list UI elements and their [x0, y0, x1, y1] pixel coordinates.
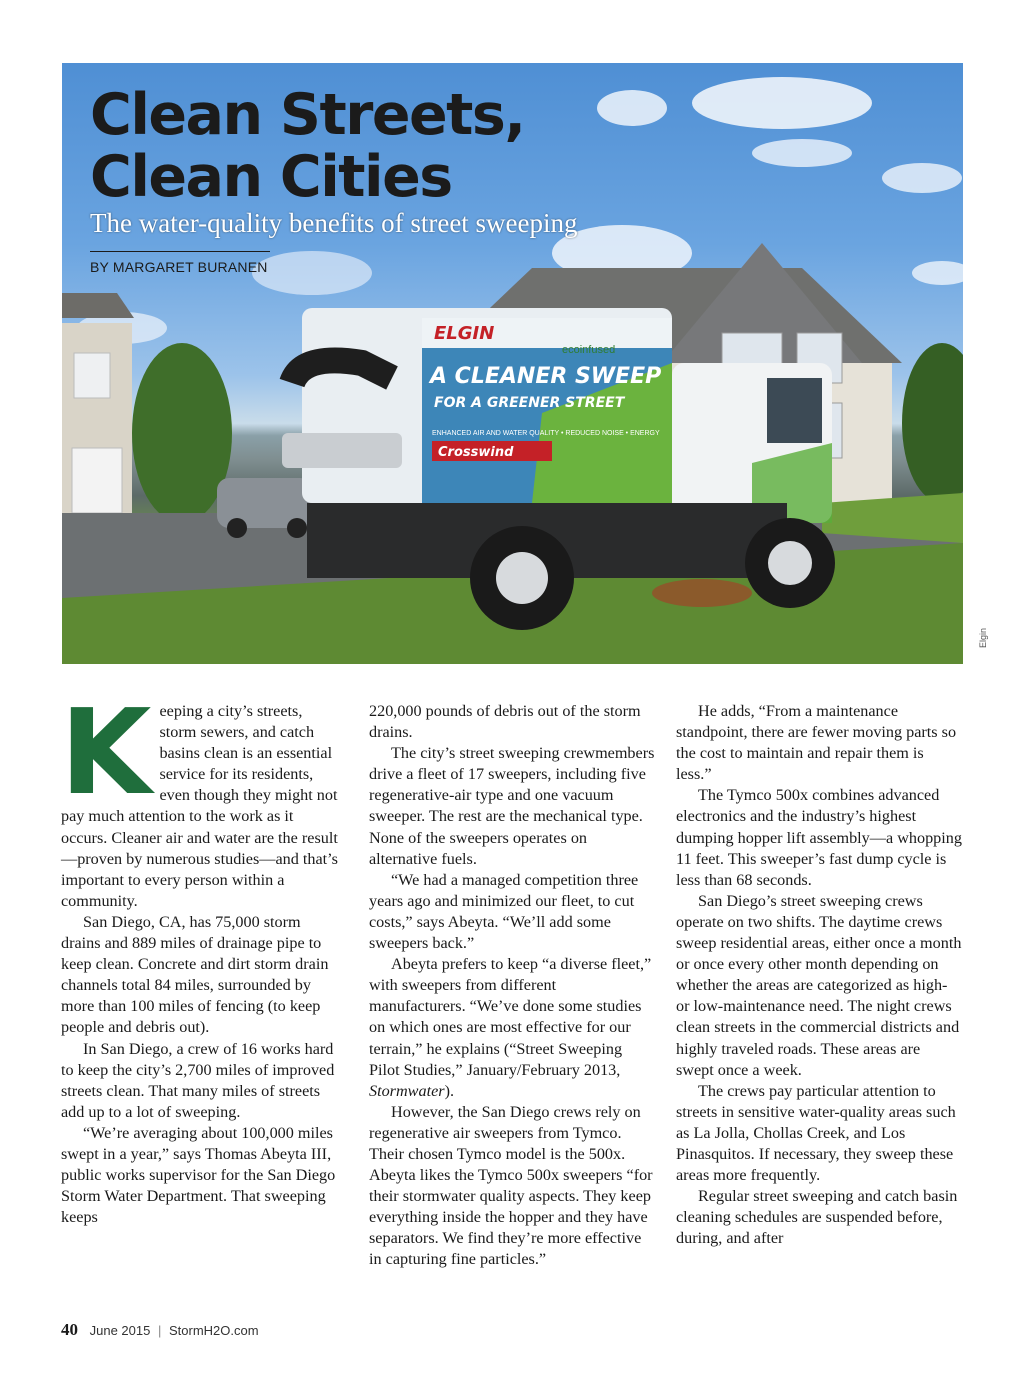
citation-text: Abeyta prefers to keep “a diverse fleet,” with sweepers from different manufacturers. “We’ve done some studies on which ones are most effective for our terrain,” he explains (“Street Sweeping Pilot Studies,” January/February 2013, [369, 955, 652, 1079]
paragraph-with-citation [369, 954, 655, 1102]
paragraph: The crews pay particular attention to streets in sensitive water-quality areas such as La Jolla, Chollas Creek, and Los Pinasquitos. If necessary, they sweep these areas more frequently. [676, 1081, 956, 1185]
issue-date: June 2015 [89, 1323, 151, 1338]
photo-credit: Elgin [978, 627, 988, 648]
truck-badge-text: ecoinfused [562, 344, 616, 356]
paragraph: The Tymco 500x combines advanced electronics and the industry’s highest dumping hopper lift assembly—a whopping 11 feet. This sweeper’s fast dump cycle is less than 68 seconds. [676, 786, 962, 889]
truck-slogan-2: FOR A GREENER STREET [434, 395, 625, 411]
paragraph: eeping a city’s streets, storm sewers, and catch basins clean is an essential service for its residents, even though they might not pay much attention to the work as it occurs. Cleaner air and water are the result—proven by numerous studies—and that’s important to every person within a community. [61, 702, 338, 910]
article-column-2 [369, 701, 655, 1271]
paragraph: “We’re averaging about 100,000 miles swept in a year,” says Thomas Abeyta III, public works supervisor for the San Diego Storm Water Department. That sweeping keeps [61, 1123, 336, 1227]
drop-cap: K [60, 683, 152, 821]
article-subtitle: The water-quality benefits of street sweeping [90, 208, 578, 238]
byline-rule [90, 251, 270, 252]
title-line-1: Clean Streets, [90, 82, 525, 148]
paragraph: Regular street sweeping and catch basin cleaning schedules are suspended before, during, and after [676, 1187, 958, 1248]
truck-model-text: Crosswind [438, 445, 514, 460]
page-footer [61, 1320, 259, 1340]
title-line-2: Clean Cities [90, 144, 452, 210]
paragraph: “We had a managed competition three years ago and minimized our fleet, to cut costs,” says Abeyta. “We’ll add some sweepers back.” [369, 870, 639, 953]
page-number: 40 [61, 1320, 78, 1339]
truck-tagline: ENHANCED AIR AND WATER QUALITY • REDUCED NOISE • ENERGY [432, 430, 660, 437]
paragraph: San Diego’s street sweeping crews operate on two shifts. The daytime crews sweep residential areas, either once a month or once every other month depending on whether the areas are categorized as high- or low-maintenance need. The night crews clean streets in the commercial districts and highly traveled roads. These areas are swept once a week. [676, 891, 962, 1079]
article-title [90, 84, 524, 208]
paragraph: In San Diego, a crew of 16 works hard to keep the city’s 2,700 miles of improved streets clean. That many miles of streets add up to a lot of sweeping. [61, 1039, 335, 1121]
site-name: StormH2O.com [169, 1323, 259, 1338]
truck-slogan-1: A CLEANER SWEEP [430, 364, 662, 389]
paragraph: The city’s street sweeping crewmembers drive a fleet of 17 sweepers, including five regenerative-air type and one vacuum sweeper. The rest are the mechanical type. None of the sweepers operates on alternative fuels. [369, 744, 655, 868]
paragraph: He adds, “From a maintenance standpoint, there are fewer moving parts so the cost to maintain and repair them is less.” [676, 702, 957, 784]
byline: BY MARGARET BURANEN [90, 259, 268, 275]
paragraph: 220,000 pounds of debris out of the storm drains. [369, 702, 641, 742]
article-column-1 [60, 683, 343, 1228]
paragraph: San Diego, CA, has 75,000 storm drains and 889 miles of drainage pipe to keep clean. Concrete and dirt storm drain channels total 84 miles, surrounded by more than 100 miles of fencing (to keep people and debris out). [61, 912, 329, 1037]
citation-publication: Stormwater [369, 1081, 445, 1100]
article-column-3 [676, 701, 962, 1249]
footer-separator: | [157, 1323, 162, 1338]
paragraph: However, the San Diego crews rely on regenerative air sweepers from Tymco. Their chosen Tymco model is the 500x. Abeyta likes the Tymco 500x sweepers “for their stormwater quality aspects. They keep everything inside the hopper and they have separators. We find they’re more effective in capturing fine particles.” [369, 1102, 653, 1269]
citation-close: ). [444, 1081, 454, 1100]
truck-brand-text: ELGIN [434, 323, 495, 344]
